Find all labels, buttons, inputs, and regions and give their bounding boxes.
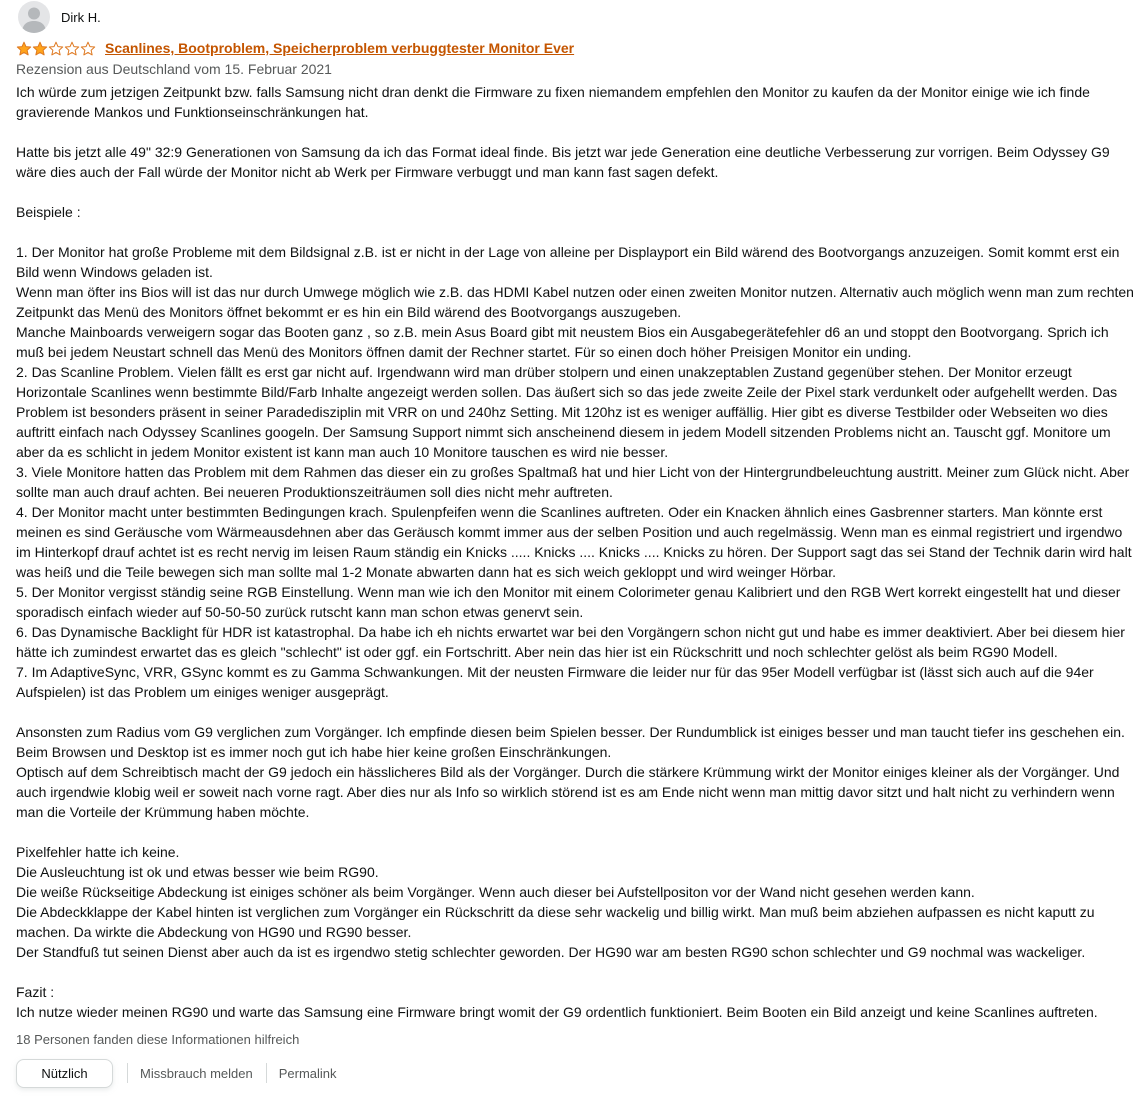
helpful-button[interactable]: Nützlich [16, 1059, 113, 1088]
review-actions [16, 1058, 337, 1088]
review-paragraph: Ich würde zum jetzigen Zeitpunkt bzw. falls Samsung nicht dran denkt die Firmware zu fixen niemandem empfehlen den Monitor zu kaufen da der Monitor einige wie ich finde gravierende Mankos und Funktionseinschränkungen hat. [16, 84, 1094, 120]
review-paragraph: Die weiße Rückseitige Abdeckung ist einiges schöner als beim Vorgänger. Wenn auch dieser bei Aufstellpositon vor der Wand nicht gesehen werden kann. [16, 884, 975, 900]
review-paragraph: Wenn man öfter ins Bios will ist das nur durch Umwege möglich wie z.B. das HDMI Kabel nutzen oder einen zweiten Monitor nutzen. Alternativ auch möglich wenn man zum rechten Zeitpunkt das Menü des Monitors öffnet bekommt er es hin ein Bild wärend des Bootvorgangs auszugeben. [16, 284, 1138, 320]
star-empty-icon [80, 41, 96, 56]
star-filled-icon [32, 41, 48, 56]
review-paragraph [16, 822, 1137, 842]
review-paragraph: Die Abdeckklappe der Kabel hinten ist verglichen zum Vorgänger ein Rückschritt da diese sehr wackelig und billig wirkt. Man muß beim abziehen aufpassen es nicht kaputt zu machen. Da wirkte die Abdeckung von HG90 und RG90 besser. [16, 904, 1099, 940]
permalink-link[interactable]: Permalink [278, 1065, 337, 1081]
review-paragraph [16, 182, 1137, 202]
review-paragraph: Manche Mainboards verweigern sogar das Booten ganz , so z.B. mein Asus Board gibt mit neustem Bios ein Ausgabegerätefehler d6 an und stoppt den Bootvorgang. Sprich ich muß bei jedem Neustart schnell das Menü des Monitors öffnen damit der Rechner startet. Für so einen doch höher Preisigen Monitor ein unding. [16, 324, 1113, 360]
review-paragraph: 5. Der Monitor vergisst ständig seine RGB Einstellung. Wenn man wie ich den Monitor mit einem Colorimeter genau Kalibriert und den RGB Wert korrekt eingestellt hat und dieser sporadisch einfach wieder auf 50-50-50 zurück rutscht kann man schon etwas genervt sein. [16, 584, 1125, 620]
review-paragraph: 6. Das Dynamische Backlight für HDR ist katastrophal. Da habe ich eh nichts erwartet war bei den Vorgängern schon nicht gut und habe es immer deaktiviert. Aber bei diesem hier hätte ich zumindest erwartet das es gleich "schlecht" ist oder ggf. ein Fortschritt. Aber nein das hier ist ein Rückschritt und noch schlechter gelöst als beim RG90 Modell. [16, 624, 1129, 660]
review-text [16, 82, 1137, 1022]
review-paragraph: Ich nutze wieder meinen RG90 und warte das Samsung eine Firmware bringt womit der G9 ordentlich funktioniert. Beim Booten ein Bild anzeigt und keine Scanlines auftreten. [16, 1004, 1098, 1020]
report-abuse-link[interactable]: Missbrauch melden [140, 1065, 253, 1081]
star-empty-icon [48, 41, 64, 56]
star-filled-icon [16, 41, 32, 56]
review-date: Rezension aus Deutschland vom 15. Februar 2021 [16, 61, 332, 77]
review-paragraph: 3. Viele Monitore hatten das Problem mit dem Rahmen das dieser ein zu großes Spaltmaß hat und hier Licht von der Hintergrundbeleuchtung austritt. Meiner zum Glück nicht. Aber sollte man auch drauf achten. Bei neueren Produktionszeiträumen soll dies nicht mehr auftreten. [16, 464, 1134, 500]
review-paragraph [16, 702, 1137, 722]
divider [266, 1063, 267, 1083]
review-paragraph [16, 962, 1137, 982]
review-paragraph: Fazit : [16, 984, 55, 1000]
review-paragraph: 1. Der Monitor hat große Probleme mit dem Bildsignal z.B. ist er nicht in der Lage von alleine per Displayport ein Bild wärend des Bootvorgangs anzuzeigen. Somit kommt erst ein Bild wenn Windows geladen ist. [16, 244, 1124, 280]
review-paragraph: Der Standfuß tut seinen Dienst aber auch da ist es irgendwo stetig schlechter geworden. Der HG90 war am besten RG90 schon schlechter und G9 nochmal was wackeliger. [16, 944, 1086, 960]
avatar[interactable] [18, 1, 50, 33]
review-paragraph [16, 222, 1137, 242]
review-paragraph: Hatte bis jetzt alle 49" 32:9 Generationen von Samsung da ich das Format ideal finde. Bis jetzt war jede Generation eine deutliche Verbesserung zur vorrigen. Beim Odyssey G9 wäre dies auch der Fall würde der Monitor nicht ab Werk per Firmware verbuggt und man kann fast sagen defekt. [16, 144, 1114, 180]
review-paragraph: Pixelfehler hatte ich keine. [16, 844, 180, 860]
review-paragraph: Beispiele : [16, 204, 81, 220]
divider [127, 1063, 128, 1083]
review-paragraph: Die Ausleuchtung ist ok und etwas besser wie beim RG90. [16, 864, 379, 880]
star-empty-icon [64, 41, 80, 56]
review-paragraph: 4. Der Monitor macht unter bestimmten Bedingungen krach. Spulenpfeifen wenn die Scanlines auftreten. Oder ein Knacken ähnlich eines Gasbrenner starters. Man könnte erst meinen es sind Geräusche vom Wärmeausdehnen aber das Geräusch kommt immer aus der selben Position und auch regelmässig. Wenn man es einmal registriert und irgendwo im Hinterkopf drauf achtet ist es recht nervig im leisen Raum ständig ein Knicks ..... Knicks .... Knicks .... Knicks zu hören. Der Support sagt das sei Stand der Technik darin wird halt was heiß und die Teile bewegen sich man sollte mal 1-2 Monate abwarten dann hat es sich weich gekloppt und wird weinger Hörbar. [16, 504, 1136, 580]
helpful-count: 18 Personen fanden diese Informationen hilfreich [16, 1032, 300, 1047]
review-paragraph: Optisch auf dem Schreibtisch macht der G9 jedoch ein hässlicheres Bild als der Vorgänger. Durch die stärkere Krümmung wirkt der Monitor einiges kleiner als der Vorgänger. Und auch irgendwie klobig weil er soweit nach vorne ragt. Aber dies nur als Info so wirklich störend ist es am Ende nicht wenn man mittig davor sitzt und halt nicht zu verhindern wenn man die Vorteile der Krümmung haben möchte. [16, 764, 1124, 820]
review-paragraph: 2. Das Scanline Problem. Vielen fällt es erst gar nicht auf. Irgendwann wird man drüber stolpern und einen unakzeptablen Zustand gegenüber stehen. Der Monitor erzeugt Horizontale Scanlines wenn bestimmte Bild/Farb Inhalte angezeigt werden sollen. Das äußert sich so das jede zweite Zeile der Pixel stark verdunkelt oder aufgehellt werden. Das Problem ist besonders präsent in seiner Paradedisziplin mit VRR on und 240hz Setting. Mit 120hz ist es weniger auffällig. Hier gibt es diverse Testbilder oder Webseiten wo dies auftritt einfach nach Odyssey Scanlines googeln. Der Samsung Support nimmt sich anscheinend diesem in jedem Modell sitzenden Problems nicht an. Tauscht ggf. Monitore um aber da es schlicht in jedem Monitor existent ist kann man auch 10 Monitore tauschen es wird nie besser. [16, 364, 1122, 460]
review-paragraph: Ansonsten zum Radius vom G9 verglichen zum Vorgänger. Ich empfinde diesen beim Spielen besser. Der Rundumblick ist einiges besser und man taucht tiefer ins geschehen ein. Beim Browsen und Desktop ist es immer noch gut ich habe hier keine großen Einschränkungen. [16, 724, 1129, 760]
reviewer-profile[interactable] [16, 0, 101, 34]
review-title-row [16, 38, 574, 58]
author-name[interactable]: Dirk H. [61, 9, 101, 25]
review-paragraph [16, 122, 1137, 142]
star-rating[interactable] [16, 41, 96, 56]
review-paragraph: 7. Im AdaptiveSync, VRR, GSync kommt es zu Gamma Schwankungen. Mit der neusten Firmware die leider nur für das 95er Modell verfügbar ist (lässt sich auch auf die 94er Aufspielen) ist das Problem um einiges weniger ausgeprägt. [16, 664, 1097, 700]
avatar-icon [18, 1, 50, 33]
review-title[interactable]: Scanlines, Bootproblem, Speicherproblem verbuggtester Monitor Ever [105, 40, 575, 56]
